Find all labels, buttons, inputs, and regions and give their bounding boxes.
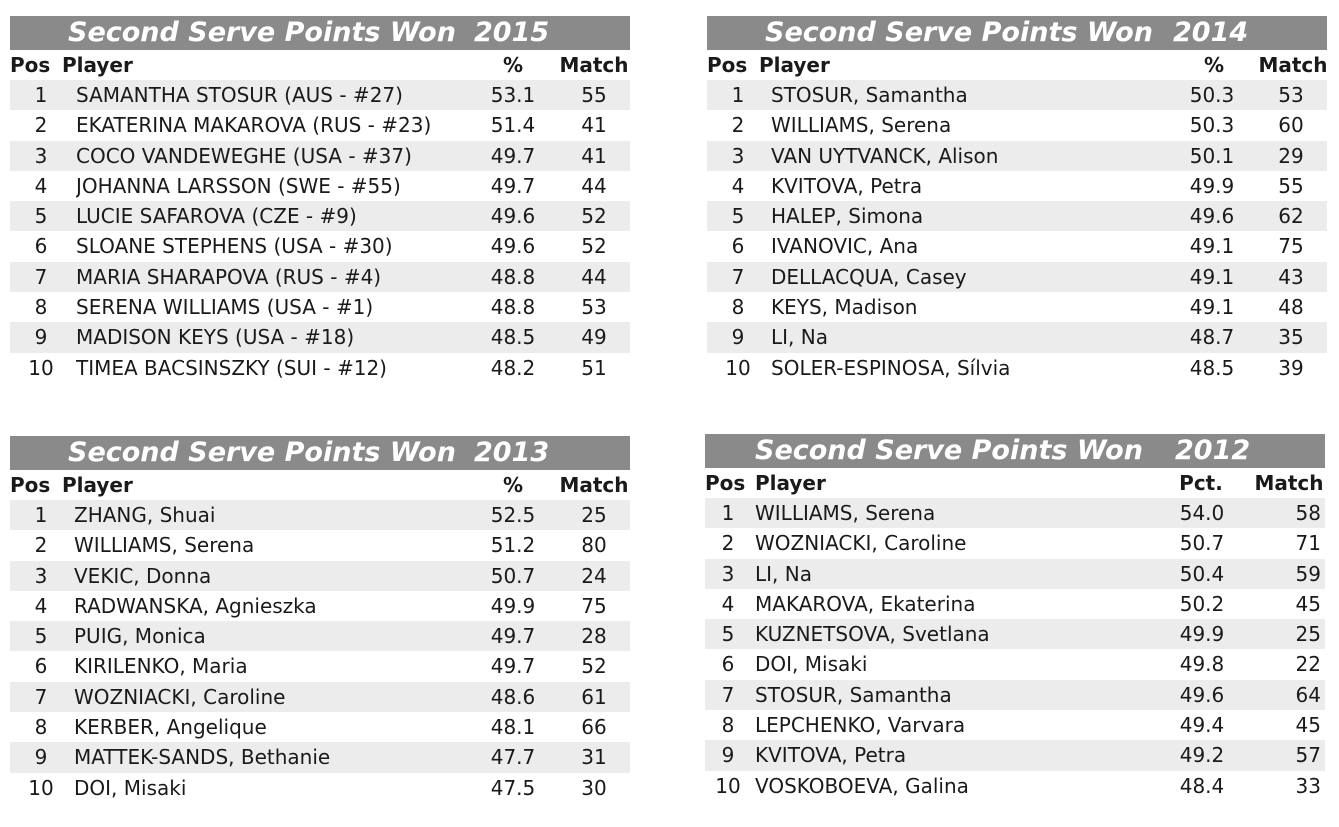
cell-player: WOZNIACKI, Caroline <box>755 531 967 556</box>
cell-match: 66 <box>581 715 607 740</box>
table-row <box>705 771 1325 801</box>
cell-match: 33 <box>1295 773 1321 798</box>
table-row <box>10 141 630 171</box>
cell-pos: 8 <box>34 295 48 320</box>
cell-player: HALEP, Simona <box>771 204 924 229</box>
table-year: 2012 <box>1175 435 1251 466</box>
header-player: Player <box>62 473 133 497</box>
table-2014 <box>707 16 1327 383</box>
cell-player: SERENA WILLIAMS (USA - #1) <box>76 295 374 320</box>
header-pct: % <box>502 473 524 497</box>
cell-match: 45 <box>1295 591 1321 616</box>
table-row <box>707 80 1327 110</box>
cell-match: 71 <box>1295 531 1321 556</box>
cell-player: JOHANNA LARSSON (SWE - #55) <box>76 173 401 198</box>
cell-pct: 51.4 <box>490 113 536 138</box>
table-rows <box>10 80 630 383</box>
cell-pct: 48.4 <box>1179 773 1225 798</box>
table-title: Second Serve Points Won <box>765 17 1153 48</box>
cell-pct: 48.8 <box>490 264 536 289</box>
table-header <box>10 50 630 80</box>
cell-player: VEKIC, Donna <box>74 563 212 588</box>
cell-pos: 7 <box>34 684 48 709</box>
header-player: Player <box>62 53 133 77</box>
table-header <box>707 50 1327 80</box>
cell-player: KUZNETSOVA, Svetlana <box>755 622 990 647</box>
cell-pct: 49.6 <box>1179 682 1225 707</box>
cell-match: 41 <box>581 113 607 138</box>
table-row <box>707 262 1327 292</box>
cell-pct: 48.5 <box>1189 355 1235 380</box>
cell-pos: 10 <box>725 355 751 380</box>
cell-pos: 3 <box>721 561 735 586</box>
table-row <box>705 528 1325 558</box>
cell-player: STOSUR, Samantha <box>771 83 968 107</box>
cell-player: MADISON KEYS (USA - #18) <box>76 325 355 350</box>
cell-player: WILLIAMS, Serena <box>74 533 255 558</box>
cell-match: 52 <box>581 234 607 259</box>
header-match: Match <box>559 473 629 497</box>
cell-match: 53 <box>1278 83 1304 107</box>
table-row <box>705 740 1325 770</box>
cell-pos: 3 <box>34 563 48 588</box>
header-pos: Pos <box>10 473 51 497</box>
cell-match: 62 <box>1278 204 1304 229</box>
cell-pct: 49.9 <box>490 593 536 618</box>
cell-pos: 8 <box>731 295 745 320</box>
cell-pct: 49.9 <box>1179 622 1225 647</box>
table-rows <box>10 500 630 803</box>
cell-player: SAMANTHA STOSUR (AUS - #27) <box>76 83 403 107</box>
cell-pos: 6 <box>34 654 48 679</box>
cell-pct: 49.1 <box>1189 234 1235 259</box>
cell-player: DELLACQUA, Casey <box>771 264 967 289</box>
cell-match: 45 <box>1295 713 1321 738</box>
cell-pct: 50.7 <box>1179 531 1225 556</box>
cell-pos: 9 <box>721 743 735 768</box>
cell-pos: 4 <box>721 591 735 616</box>
cell-pos: 1 <box>731 83 745 107</box>
cell-player: LI, Na <box>755 561 812 586</box>
cell-player: KEYS, Madison <box>771 295 918 320</box>
cell-match: 43 <box>1278 264 1304 289</box>
table-row <box>705 680 1325 710</box>
table-row <box>10 621 630 651</box>
cell-match: 49 <box>581 325 607 350</box>
cell-pos: 4 <box>34 593 48 618</box>
table-banner <box>707 16 1327 50</box>
cell-match: 59 <box>1295 561 1321 586</box>
cell-pos: 2 <box>731 113 745 138</box>
cell-pos: 8 <box>721 713 735 738</box>
table-header <box>705 468 1325 498</box>
header-pos: Pos <box>705 471 746 495</box>
cell-match: 52 <box>581 654 607 679</box>
cell-pct: 49.9 <box>1189 173 1235 198</box>
cell-player: PUIG, Monica <box>74 624 206 649</box>
cell-pos: 5 <box>34 624 48 649</box>
table-row <box>707 231 1327 261</box>
cell-pos: 2 <box>721 531 735 556</box>
table-row <box>707 292 1327 322</box>
cell-player: WOZNIACKI, Caroline <box>74 684 286 709</box>
cell-player: LUCIE SAFAROVA (CZE - #9) <box>76 204 357 229</box>
cell-match: 44 <box>581 264 607 289</box>
cell-pct: 49.7 <box>490 143 536 168</box>
cell-match: 61 <box>581 684 607 709</box>
table-row <box>10 682 630 712</box>
table-row <box>705 619 1325 649</box>
cell-match: 48 <box>1278 295 1304 320</box>
cell-player: MATTEK-SANDS, Bethanie <box>74 745 331 770</box>
cell-pct: 48.8 <box>490 295 536 320</box>
header-match: Match <box>1258 53 1328 77</box>
header-player: Player <box>759 53 830 77</box>
cell-match: 75 <box>581 593 607 618</box>
table-row <box>10 773 630 803</box>
header-player: Player <box>755 471 826 495</box>
cell-pct: 53.1 <box>490 83 536 107</box>
table-row <box>707 322 1327 352</box>
cell-pct: 49.6 <box>1189 204 1235 229</box>
table-year: 2013 <box>474 437 550 468</box>
table-row <box>705 498 1325 528</box>
cell-match: 52 <box>581 204 607 229</box>
cell-pos: 1 <box>34 503 48 527</box>
cell-match: 35 <box>1278 325 1304 350</box>
table-row <box>10 80 630 110</box>
table-row <box>10 591 630 621</box>
cell-pct: 50.7 <box>490 563 536 588</box>
cell-player: WILLIAMS, Serena <box>771 113 952 138</box>
cell-pct: 52.5 <box>490 503 536 527</box>
cell-player: RADWANSKA, Agnieszka <box>74 593 317 618</box>
cell-pos: 10 <box>28 355 54 380</box>
cell-match: 39 <box>1278 355 1304 380</box>
table-rows <box>707 80 1327 383</box>
cell-pos: 8 <box>34 715 48 740</box>
table-row <box>10 561 630 591</box>
table-row <box>10 500 630 530</box>
cell-pct: 50.4 <box>1179 561 1225 586</box>
cell-pos: 9 <box>731 325 745 350</box>
header-match: Match <box>1254 471 1324 495</box>
cell-pos: 6 <box>34 234 48 259</box>
table-row <box>707 110 1327 140</box>
table-row <box>10 322 630 352</box>
table-row <box>10 201 630 231</box>
cell-pos: 10 <box>715 773 741 798</box>
header-pct: % <box>502 53 524 77</box>
cell-pct: 49.6 <box>490 204 536 229</box>
table-2015 <box>10 16 630 383</box>
cell-player: KIRILENKO, Maria <box>74 654 248 679</box>
cell-player: VOSKOBOEVA, Galina <box>755 773 969 798</box>
table-year: 2014 <box>1173 17 1249 48</box>
cell-pct: 49.8 <box>1179 652 1225 677</box>
cell-match: 80 <box>581 533 607 558</box>
cell-pos: 4 <box>34 173 48 198</box>
cell-player: LEPCHENKO, Varvara <box>755 713 966 738</box>
table-row <box>705 589 1325 619</box>
cell-pos: 7 <box>34 264 48 289</box>
cell-pos: 2 <box>34 533 48 558</box>
cell-player: MARIA SHARAPOVA (RUS - #4) <box>76 264 382 289</box>
cell-match: 44 <box>581 173 607 198</box>
table-row <box>10 353 630 383</box>
table-row <box>705 710 1325 740</box>
cell-pct: 50.3 <box>1189 83 1235 107</box>
cell-pct: 49.2 <box>1179 743 1225 768</box>
cell-pos: 7 <box>721 682 735 707</box>
table-2012 <box>705 434 1325 801</box>
cell-pos: 5 <box>34 204 48 229</box>
table-row <box>10 292 630 322</box>
table-row <box>10 530 630 560</box>
table-banner <box>10 16 630 50</box>
cell-player: WILLIAMS, Serena <box>755 501 936 525</box>
cell-pos: 1 <box>34 83 48 107</box>
table-banner <box>705 434 1325 468</box>
cell-pct: 47.5 <box>490 775 536 800</box>
cell-pct: 48.1 <box>490 715 536 740</box>
cell-match: 64 <box>1295 682 1321 707</box>
cell-match: 41 <box>581 143 607 168</box>
cell-player: DOI, Misaki <box>74 775 187 800</box>
cell-player: IVANOVIC, Ana <box>771 234 919 259</box>
table-title: Second Serve Points Won <box>68 17 456 48</box>
cell-match: 57 <box>1295 743 1321 768</box>
table-row <box>10 262 630 292</box>
cell-match: 75 <box>1278 234 1304 259</box>
table-row <box>10 712 630 742</box>
cell-player: EKATERINA MAKAROVA (RUS - #23) <box>76 113 432 138</box>
table-title: Second Serve Points Won <box>755 435 1143 466</box>
cell-pct: 48.2 <box>490 355 536 380</box>
cell-match: 25 <box>1295 622 1321 647</box>
cell-pos: 4 <box>731 173 745 198</box>
cell-match: 28 <box>581 624 607 649</box>
cell-player: VAN UYTVANCK, Alison <box>771 143 999 168</box>
cell-pos: 5 <box>721 622 735 647</box>
table-title: Second Serve Points Won <box>68 437 456 468</box>
table-row <box>10 742 630 772</box>
cell-player: KVITOVA, Petra <box>771 173 923 198</box>
cell-pct: 49.7 <box>490 654 536 679</box>
table-row <box>10 171 630 201</box>
cell-player: KERBER, Angelique <box>74 715 267 740</box>
table-2013 <box>10 436 630 803</box>
cell-match: 55 <box>581 83 607 107</box>
cell-match: 58 <box>1295 501 1321 525</box>
header-pos: Pos <box>10 53 51 77</box>
table-row <box>707 141 1327 171</box>
cell-pos: 9 <box>34 325 48 350</box>
table-row <box>10 651 630 681</box>
cell-player: LI, Na <box>771 325 828 350</box>
cell-pct: 48.5 <box>490 325 536 350</box>
cell-match: 53 <box>581 295 607 320</box>
table-header <box>10 470 630 500</box>
cell-match: 55 <box>1278 173 1304 198</box>
cell-match: 31 <box>581 745 607 770</box>
cell-pct: 51.2 <box>490 533 536 558</box>
cell-pct: 47.7 <box>490 745 536 770</box>
cell-match: 30 <box>581 775 607 800</box>
cell-match: 51 <box>581 355 607 380</box>
cell-match: 60 <box>1278 113 1304 138</box>
table-row <box>707 353 1327 383</box>
header-match: Match <box>559 53 629 77</box>
cell-pct: 49.6 <box>490 234 536 259</box>
table-rows <box>705 498 1325 801</box>
cell-player: TIMEA BACSINSZKY (SUI - #12) <box>76 355 387 380</box>
cell-pct: 50.2 <box>1179 591 1225 616</box>
cell-pos: 5 <box>731 204 745 229</box>
header-pct: Pct. <box>1179 471 1223 495</box>
cell-pos: 6 <box>731 234 745 259</box>
table-row <box>707 171 1327 201</box>
table-row <box>10 231 630 261</box>
table-year: 2015 <box>474 17 550 48</box>
cell-player: SLOANE STEPHENS (USA - #30) <box>76 234 393 259</box>
cell-pct: 49.7 <box>490 173 536 198</box>
cell-player: COCO VANDEWEGHE (USA - #37) <box>76 143 412 168</box>
table-row <box>707 201 1327 231</box>
cell-pos: 3 <box>34 143 48 168</box>
cell-pct: 49.1 <box>1189 264 1235 289</box>
cell-pct: 49.7 <box>490 624 536 649</box>
cell-pos: 7 <box>731 264 745 289</box>
cell-pos: 6 <box>721 652 735 677</box>
cell-match: 25 <box>581 503 607 527</box>
cell-pos: 1 <box>721 501 735 525</box>
cell-pct: 50.1 <box>1189 143 1235 168</box>
table-row <box>705 649 1325 679</box>
table-row <box>705 559 1325 589</box>
cell-pct: 50.3 <box>1189 113 1235 138</box>
cell-pct: 48.6 <box>490 684 536 709</box>
table-row <box>10 110 630 140</box>
cell-match: 24 <box>581 563 607 588</box>
cell-pos: 2 <box>34 113 48 138</box>
cell-player: DOI, Misaki <box>755 652 868 677</box>
cell-match: 29 <box>1278 143 1304 168</box>
cell-pos: 9 <box>34 745 48 770</box>
cell-player: ZHANG, Shuai <box>74 503 216 527</box>
cell-player: STOSUR, Samantha <box>755 682 952 707</box>
cell-pct: 54.0 <box>1179 501 1225 525</box>
header-pos: Pos <box>707 53 748 77</box>
cell-pos: 3 <box>731 143 745 168</box>
cell-player: SOLER-ESPINOSA, Sílvia <box>771 355 1011 380</box>
cell-pct: 49.1 <box>1189 295 1235 320</box>
cell-match: 22 <box>1295 652 1321 677</box>
cell-player: MAKAROVA, Ekaterina <box>755 591 976 616</box>
table-banner <box>10 436 630 470</box>
cell-pct: 48.7 <box>1189 325 1235 350</box>
cell-pos: 10 <box>28 775 54 800</box>
header-pct: % <box>1203 53 1225 77</box>
cell-player: KVITOVA, Petra <box>755 743 907 768</box>
cell-pct: 49.4 <box>1179 713 1225 738</box>
